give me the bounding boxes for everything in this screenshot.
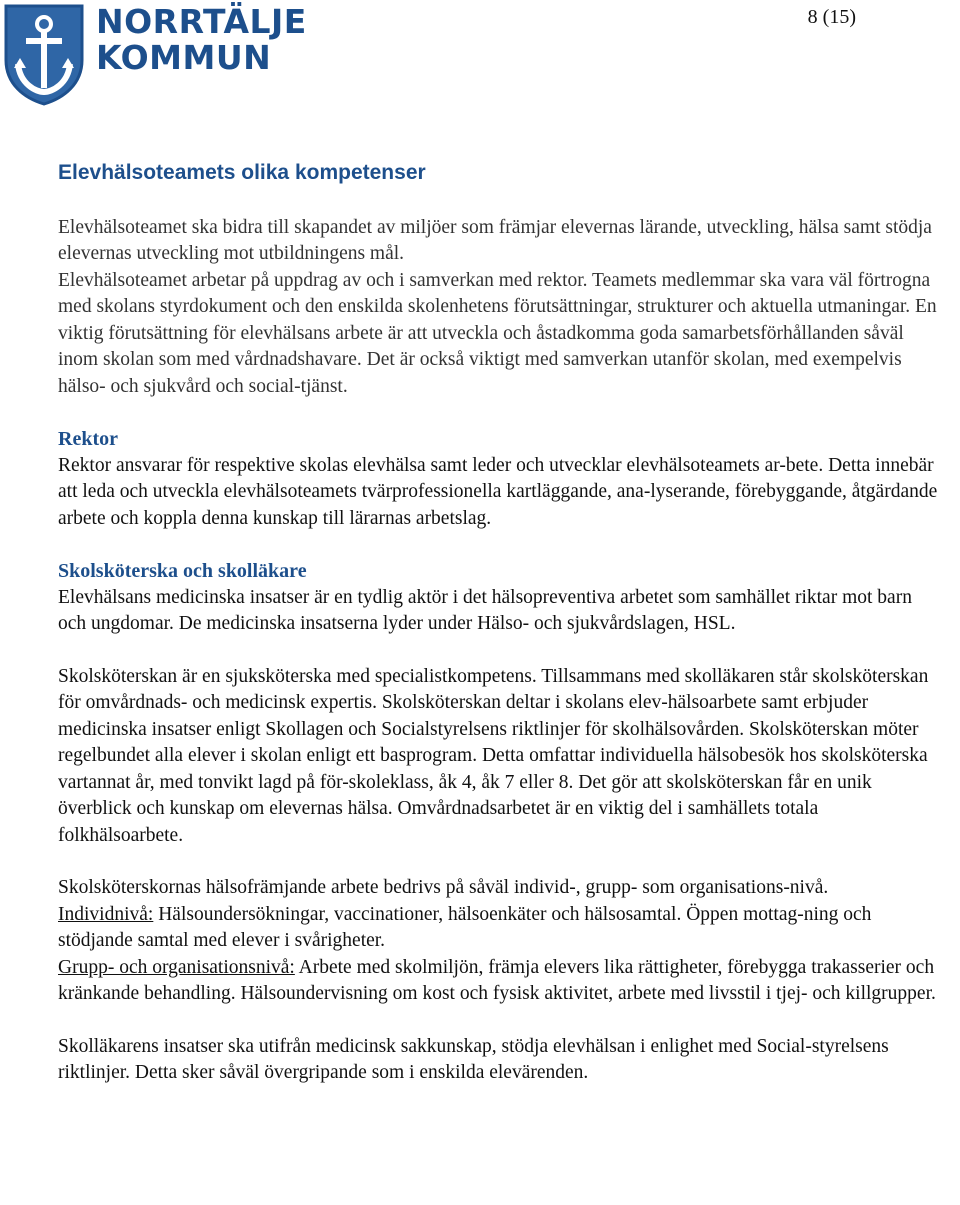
gruppniva-text: Arbete med skolmiljön, främja elevers lika rättigheter, förebygga trakasserier och kränkande behandling. Hälsoundervisning om kost och fysisk aktivitet, arbete med livsstil i tjej- och killgrupper.	[58, 956, 936, 1004]
logo-line-1: NORRTÄLJE	[96, 2, 307, 41]
logo-line-2: KOMMUN	[96, 38, 272, 77]
skolskoterska-paragraph-3: Skolsköterskornas hälsofrämjande arbete bedrivs på såväl individ-, grupp- som organisations-nivå.	[58, 877, 829, 898]
intro-paragraph-1: Elevhälsoteamet ska bidra till skapandet av miljöer som främjar elevernas lärande, utveckling, hälsa samt stödja elevernas utveckling mot utbildningens mål.	[58, 216, 932, 264]
intro-paragraph-2: Elevhälsoteamet arbetar på uppdrag av och i samverkan med rektor. Teamets medlemmar ska vara väl förtrogna med skolans styrdokument och den enskilda skolenhetens förutsättningar, strukturer och aktuella utmaningar. En viktig förutsättning för elevhälsans arbete är att utveckla och åstadkomma goda samarbetsförhållanden såväl inom skolan som med vårdnadshavare. Det är också viktigt med samverkan utanför skolan, med exempelvis hälso- och sjukvård och social-tjänst.	[58, 269, 937, 397]
gruppniva-paragraph	[58, 955, 938, 1008]
norrtalje-coat-of-arms-icon	[2, 2, 86, 106]
rektor-heading: Rektor	[58, 428, 118, 450]
skollakare-paragraph: Skolläkarens insatser ska utifrån medicinsk sakkunskap, stödja elevhälsan i enlighet med Social-styrelsens riktlinjer. Detta sker såväl övergripande som i enskilda elevärenden.	[58, 1035, 889, 1083]
section-title: Elevhälsoteamets olika kompetenser	[58, 161, 426, 184]
skolskoterska-paragraph-1: Elevhälsans medicinska insatser är en tydlig aktör i det hälsopreventiva arbetet som samhället riktar mot barn och ungdomar. De medicinska insatserna lyder under Hälso- och sjukvårdslagen, HSL.	[58, 586, 912, 634]
page-header	[0, 0, 960, 110]
municipality-logo-text	[96, 4, 307, 76]
document-body	[58, 160, 938, 1087]
individniva-label: Individnivå:	[58, 903, 154, 925]
rektor-paragraph: Rektor ansvarar för respektive skolas elevhälsa samt leder och utvecklar elevhälsoteamets ar-bete. Detta innebär att leda och utveckla elevhälsoteamets tvärprofessionella kartläggande, ana-lyserande, förebyggande, åtgärdande arbete och koppla denna kunskap till lärarnas arbetslag.	[58, 454, 938, 529]
individniva-text: Hälsoundersökningar, vaccinationer, hälsoenkäter och hälsosamtal. Öppen mottag-ning och stödjande samtal med elever i svårigheter.	[58, 903, 872, 951]
skolskoterska-heading: Skolsköterska och skolläkare	[58, 560, 307, 582]
individniva-paragraph	[58, 902, 938, 955]
skolskoterska-paragraph-2: Skolsköterskan är en sjuksköterska med specialistkompetens. Tillsammans med skolläkaren står skolsköterskan för omvårdnads- och medicinsk expertis. Skolsköterskan deltar i skolans elev-hälsoarbete samt erbjuder medicinska insatser enligt Skollagen och Socialstyrelsens riktlinjer för skolhälsovården. Skolsköterskan möter regelbundet alla elever i skolan enligt ett basprogram. Detta omfattar individuella hälsobesök hos skolsköterska vartannat år, med tonvikt lagd på för-skoleklass, åk 4, åk 7 eller 8. Det gör att skolsköterskan får en unik överblick och kunskap om elevernas hälsa. Omvårdnadsarbetet är en viktig del i samhällets totala folkhälsoarbete.	[58, 665, 929, 846]
page-number: 8 (15)	[807, 6, 856, 28]
gruppniva-label: Grupp- och organisationsnivå:	[58, 956, 295, 978]
